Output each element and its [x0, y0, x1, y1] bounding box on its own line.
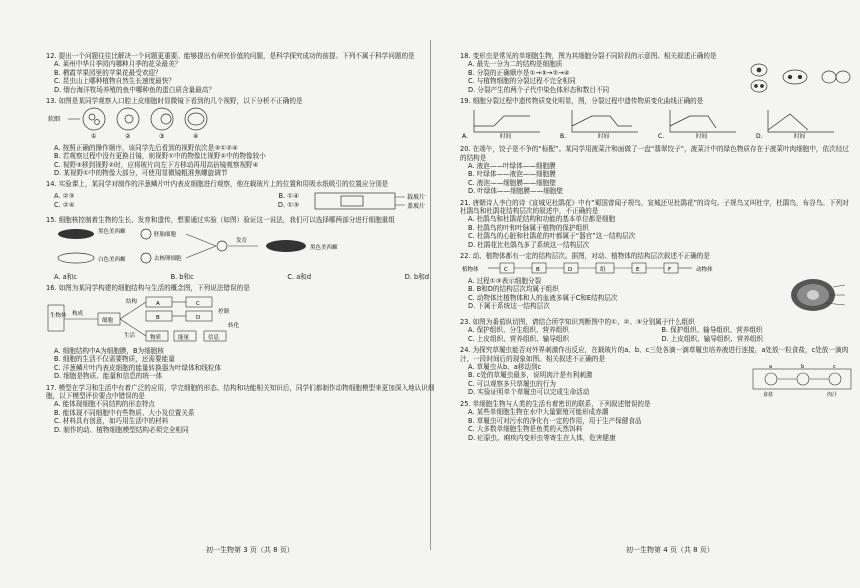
option: B. 若观察过程中没有更换目镜，则视野①中的物像比视野②中的物像较小 — [54, 152, 266, 161]
question-12 — [46, 52, 441, 94]
option: B. B和D的结构层次均属于组织 — [468, 285, 559, 294]
option: A. 最先一分为二的结构是细胞质 — [468, 60, 563, 69]
option-row — [46, 192, 311, 200]
option: D. 杜鹃花比杜鹃鸟多了系统这一结构层次 — [468, 240, 590, 249]
option: C. 液泡——细胞膜——细胞壁 — [468, 178, 556, 187]
page-footer: 初一生物第 4 页（共 8 页） — [626, 546, 714, 554]
dna-curves-figure — [460, 106, 850, 140]
question-stem: 23. 如图为番茄纵切图，请结合所学知识判断图中的①、②、③分别属于什么组织 — [460, 317, 695, 326]
option: A. 细胞结构中A为细胞膜，B为细胞核 — [54, 346, 164, 355]
fig-num: ① — [91, 133, 97, 141]
fig-num: ③ — [159, 133, 165, 141]
flow-label: F — [668, 266, 672, 273]
option: C. 与植物细胞的分裂过程不完全相同 — [468, 77, 576, 86]
microscope-views-figure — [46, 105, 276, 141]
option: B. 能体现不同细胞中有些物质、大小及位置关系 — [54, 408, 195, 417]
option: C. 杜鹃鸟的心脏和杜鹃花的叶都属于“器官”这一结构层次 — [468, 232, 636, 241]
option: B. 栖霞苹果园里的苹果花最受欢迎？ — [54, 68, 162, 77]
question-16 — [46, 284, 441, 380]
question-stem: 16. 如图为某同学构建的细胞结构与生活的概念图，下列说法错误的是 — [46, 284, 250, 293]
fig-label: 转化 — [228, 322, 240, 329]
option-letter: C. — [658, 132, 665, 140]
fig-label: 能量 — [178, 334, 190, 341]
option: A. 保护组织、分生组织、营养组织 — [468, 326, 569, 335]
axis-label: 时间 — [696, 133, 708, 140]
option-letter: A. — [462, 132, 468, 140]
option: B. 保护组织、输导组织、营养组织 — [661, 326, 763, 335]
flow-label: E — [636, 266, 640, 273]
concept-map-figure — [46, 293, 296, 345]
fig-label: 去核卵细胞 — [154, 256, 182, 263]
option-row — [46, 273, 441, 281]
option: B. 草履虫可对污水的净化有一定的作用，用于生产保健食品 — [468, 416, 642, 425]
fig-label: 生活 — [124, 332, 136, 339]
fig-num: ② — [125, 133, 131, 141]
fig-label: 盖玻片 — [407, 202, 426, 210]
question-stem: 15. 细胞核控制着生物的生长、发育和遗传，想要通过实验（如图）验证这一说法，我们可以选择哪两部分进行细胞重组 — [46, 215, 395, 224]
flow-label: D — [568, 266, 573, 273]
question-17 — [46, 384, 441, 434]
fig-label: 白色美西螈 — [98, 257, 126, 264]
axis-label: 时间 — [598, 133, 610, 140]
option-row — [46, 201, 311, 209]
option: A. 按照正确的操作顺序，该同学先后看到的视野依次是③①②④ — [54, 143, 238, 152]
question-stem: 21. 唐朝诗人李白的诗《宣城见杜鹃花》中有“蜀国曾闻子规鸟，宣城还见杜鹃花”的诗句。子规鸟又叫杜宇，杜鹃鸟，布谷鸟。下列对杜鹃鸟和杜鹃花结构层次的叙述中，不正确的是 — [460, 198, 849, 216]
question-23 — [460, 318, 855, 343]
question-20 — [460, 145, 855, 195]
option: D. 制作的动、植物细胞模型结构必须完全相同 — [54, 425, 189, 434]
option: D. b和d — [404, 272, 429, 281]
option: C. 可以观察多只草履虫的行为 — [468, 379, 556, 388]
right-page — [460, 52, 855, 445]
option-letter: B. — [560, 132, 567, 140]
flow-label: 动物体 — [696, 266, 713, 273]
option: C. 昆虫山上哪种植物自然生长速度最快？ — [54, 77, 175, 86]
option: C. 大多数单细胞生物是鱼类的天然饵料 — [468, 425, 583, 434]
question-stem: 19. 细胞分裂过程中遗传物质变化明显，图，分裂过程中遗传物质变化曲线正确的是 — [460, 97, 704, 106]
question-18 — [460, 52, 855, 94]
page-footer: 初一生物第 3 页（共 8 页） — [206, 546, 294, 554]
question-stem: 20. 在端午，饺子是不争的“标配”。某同学用菠菜汁和面做了一盘“翡翠饺子”，菠菜汁中的绿色物质存在于菠菜叶肉细胞中，依次经过的结构是 — [460, 145, 849, 162]
question-stem: 24. 为探究草履虫能否对外界刺激作出反应，在载玻片的a、b、c三处各滴一滴草履虫培养液进行连接，a处放一粒食盐，c处放一滴肉汁，一段时间后的现象如图。相关叙述不正确的是 — [460, 346, 849, 363]
fig-label: b — [801, 363, 805, 370]
option: B. b和c — [170, 272, 194, 281]
option: D. 实验证明单个草履虫可以完成生命活动 — [468, 388, 590, 397]
option: C. 视野③移到视野②时，应将玻片向左下方移动再用高倍镜观察视野④ — [54, 160, 259, 169]
fig-label: 黑色美西螈 — [310, 245, 338, 252]
option: B. c处的草履虫最多，说明肉汁是有利刺激 — [468, 371, 593, 380]
option: B. 杜鹃鸟的叶和叶脉属于植物的保护组织 — [468, 223, 589, 232]
hierarchy-flow-figure — [460, 261, 760, 275]
option: D. 分裂产生的两个子代中染色体形态和数目不同 — [468, 85, 610, 94]
option: D. 下属于系统这一结构层次 — [468, 302, 550, 311]
option: C. 上皮组织、营养组织、输导组织 — [468, 334, 570, 343]
question-stem: 25. 单细胞生物与人类的生活有着密切的联系，下列叙述错误的是 — [460, 399, 651, 408]
option: C. 洋葱鳞片叶内表皮细胞的能量转换器为叶绿体和线粒体 — [54, 363, 222, 372]
option: B. 分裂的正确顺序是①→③→②→④ — [468, 68, 570, 77]
option: A. 杜鹃鸟和杜鹃花结构和功能的基本单位都是细胞 — [468, 215, 616, 224]
flow-label: 植物体 — [462, 266, 479, 273]
question-15 — [46, 216, 441, 281]
flow-label: C — [504, 266, 508, 273]
option: C. 材料具有创意，如巧用生活中的材料 — [54, 417, 169, 426]
question-22 — [460, 252, 855, 315]
option: B. 叶绿体——液泡——细胞膜 — [468, 170, 556, 179]
option: A. 能体现细胞不同结构的形态特点 — [54, 400, 155, 409]
option: A. 某些单细胞生物在水中大量繁殖可能形成赤潮 — [468, 408, 609, 417]
option: A. 液泡——叶绿体——细胞膜 — [468, 162, 556, 171]
fig-label: 结构 — [126, 298, 138, 305]
fig-label: D — [196, 314, 201, 321]
option: D. 疟原虫、痢疾内变形虫等寄生在人体，危害健康 — [468, 433, 616, 442]
option: D. 细胞是物质、能量和信息的统一体 — [54, 372, 163, 381]
flow-label: 组 — [600, 266, 606, 273]
flow-label: B — [536, 266, 540, 273]
question-stem: 14. 实验课上，某同学对制作的洋葱鳞片叶内表皮细胞进行观察，他在载玻片上的位置和用吸水纸吸引的位置应分别是 — [46, 180, 389, 189]
question-stem: 12. 提出一个问题往往比解决一个问题更重要。能够提出有研究价值的问题，是科学探究成功的前提。下列不属于科学问题的是 — [46, 52, 415, 60]
fig-label: A — [156, 300, 160, 307]
paramecium-slide-figure — [751, 363, 855, 397]
fig-label: 黑色美西螈 — [98, 229, 126, 236]
option: C. 动物体比植物体和人的血液多属于C和E结构层次 — [468, 293, 618, 302]
question-stem: 13. 如图是某同学观察人口腔上皮细胞时显微镜下看到的几个视野，以下分析不正确的是 — [46, 97, 303, 106]
fig-label: 细胞 — [102, 317, 114, 324]
option: D. 烟台海洋牧场养殖的鱼中哪种鱼的蛋白质含量最高？ — [54, 85, 215, 94]
option: D. 叶绿体——细胞膜——细胞壁 — [468, 187, 563, 196]
question-stem: 22. 动、植物体都有一定的结构层次。据图，对动、植物体的结构层次叙述不正确的是 — [460, 252, 710, 261]
option: B. 细胞的生活不仅需要物质，还需要能量 — [54, 355, 175, 364]
fig-label: c — [833, 363, 836, 370]
fig-label: 构成 — [72, 310, 84, 317]
left-page — [46, 52, 441, 437]
amoeba-division-figure — [745, 60, 855, 94]
fig-label: 肉汁 — [827, 391, 838, 397]
option: B. ①④ — [278, 192, 299, 201]
option: D. ①③ — [277, 200, 299, 209]
fig-label: 载玻片 — [407, 193, 426, 201]
fig-label: 物质 — [150, 334, 162, 341]
option: D. 上皮组织、输导组织、营养组织 — [661, 334, 764, 343]
question-stem: 17. 模型在学习和生活中有着广泛的应用，学完细胞的形态、结构和功能相关知识后，同学们都制作动物细胞模型来更加深入地认识细胞，以下模型评价要点中错误的是 — [46, 383, 435, 400]
question-24 — [460, 346, 855, 397]
fig-label: 食盐 — [763, 391, 774, 397]
salamander-experiment-figure — [46, 224, 346, 270]
fig-label: 生物体 — [50, 312, 67, 319]
option: A. 莱州中华月季园内哪种月季的花朵最美？ — [54, 60, 182, 69]
option-letter: D. — [756, 132, 763, 140]
option: C. ②④ — [54, 200, 75, 209]
fig-label: B — [156, 314, 160, 321]
option: A. ②③ — [54, 192, 75, 201]
fig-label: C — [196, 300, 200, 307]
fig-num: ④ — [193, 133, 199, 141]
question-21 — [460, 199, 855, 249]
question-14 — [46, 180, 441, 212]
fig-label: 发育 — [236, 238, 248, 245]
option: C. a和d — [287, 272, 312, 281]
fig-label: 控制 — [218, 308, 230, 315]
fig-label: a — [769, 363, 773, 370]
option: D. 某视野①中的物像大部分，可使用显微镜粗准焦螺旋调节 — [54, 169, 228, 178]
axis-label: 时间 — [500, 133, 512, 140]
option: A. 草履虫从b、a移动到c — [468, 362, 542, 371]
fig-label: 信息 — [208, 334, 220, 341]
question-19 — [460, 97, 855, 142]
option: A. a和c — [54, 272, 77, 281]
tomato-section-figure — [785, 277, 855, 315]
fig-label: 软细 — [48, 116, 61, 124]
slide-figure — [311, 189, 441, 213]
question-13 — [46, 97, 441, 177]
question-stem: 18. 变形虫是常见的单细胞生物，图为其细胞分裂不同阶段的示意图。相关叙述正确的是 — [460, 52, 717, 60]
option: A. 过程①③表示细胞分裂 — [468, 276, 542, 285]
question-25 — [460, 400, 855, 442]
fig-label: 胚胎细胞 — [154, 232, 177, 239]
axis-label: 时间 — [794, 133, 806, 140]
